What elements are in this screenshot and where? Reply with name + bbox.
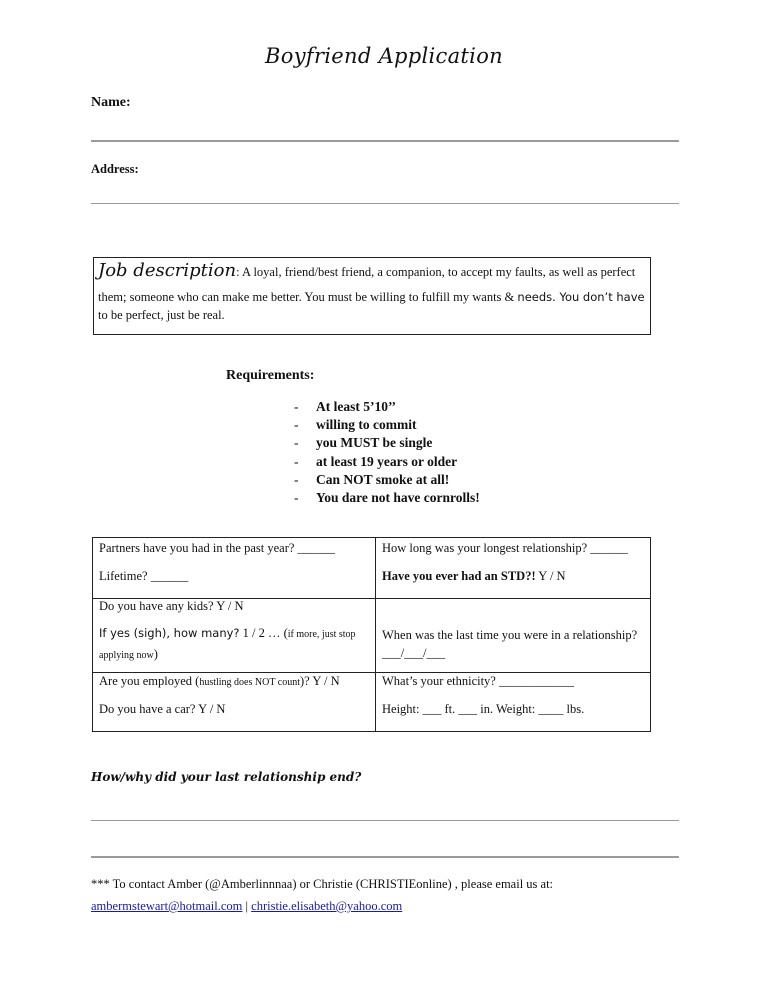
questions-table xyxy=(92,537,651,732)
answer-line-1[interactable] xyxy=(91,820,679,821)
table-cell xyxy=(376,538,651,599)
table-cell xyxy=(93,538,376,599)
job-description-line2-handwritten: needs. You don’t have xyxy=(517,290,645,304)
job-description-box xyxy=(93,257,651,335)
employed-note: hustling does NOT count xyxy=(199,677,300,688)
employed-yn[interactable]: )? Y / N xyxy=(299,674,340,688)
employed-text: Are you employed ( xyxy=(99,674,200,688)
bullet-dash: - xyxy=(294,417,299,433)
kids-question[interactable]: Do you have any kids? Y / N xyxy=(99,599,244,613)
employed-question[interactable] xyxy=(99,674,340,689)
answer-line-2[interactable] xyxy=(91,856,679,858)
job-description-line1: : A loyal, friend/best friend, a companion, to accept my faults, as well as perfect xyxy=(236,265,636,279)
requirement-text: Can NOT smoke at all! xyxy=(316,471,450,487)
if-yes-text: If yes (sigh), how many? xyxy=(99,626,240,640)
email-link-christie[interactable]: christie.elisabeth@yahoo.com xyxy=(251,899,403,913)
if-more-note-text: applying now xyxy=(99,650,154,661)
bullet-dash: - xyxy=(294,435,299,451)
address-line[interactable] xyxy=(91,203,679,204)
std-question[interactable] xyxy=(382,569,566,584)
address-label: Address: xyxy=(91,162,139,176)
if-more-note: if more, just stop xyxy=(287,629,356,640)
if-more-note-continued xyxy=(99,647,158,662)
lifetime-question[interactable]: Lifetime? ______ xyxy=(99,569,189,583)
table-cell xyxy=(376,673,651,732)
closing-paren: ) xyxy=(153,647,158,661)
job-description-line3: to be perfect, just be real. xyxy=(98,308,225,322)
email-link-amber[interactable]: ambermstewart@hotmail.com xyxy=(91,899,243,913)
table-cell xyxy=(93,673,376,732)
requirement-text: you MUST be single xyxy=(316,435,433,451)
bullet-dash: - xyxy=(294,399,299,414)
requirement-text: You dare not have cornrolls! xyxy=(316,489,480,505)
kids-options[interactable]: 1 / 2 … ( xyxy=(239,626,288,640)
last-relationship-end-question: How/why did your last relationship end? xyxy=(91,770,362,784)
job-description-line2: them; someone who can make me better. You must be willing to fulfill my wants & xyxy=(98,290,518,304)
ethnicity-question[interactable]: What’s your ethnicity? ____________ xyxy=(382,674,574,688)
bullet-dash: - xyxy=(294,489,299,505)
page-title: Boyfriend Application xyxy=(265,44,503,68)
contact-text: *** To contact Amber (@Amberlinnnaa) or Christie (CHRISTIEonline) , please email us at: xyxy=(91,877,554,891)
job-description-heading: Job description xyxy=(98,260,237,281)
partners-past-year-question[interactable]: Partners have you had in the past year? ______ xyxy=(99,541,336,555)
car-question[interactable]: Do you have a car? Y / N xyxy=(99,702,226,716)
std-question-text: Have you ever had an STD?! xyxy=(382,569,536,583)
requirement-text: at least 19 years or older xyxy=(316,453,458,469)
table-cell xyxy=(93,599,376,673)
email-separator: | xyxy=(242,899,252,913)
last-relationship-date-blank[interactable]: ___/___/___ xyxy=(382,646,446,660)
requirement-text: At least 5’10’’ xyxy=(316,399,396,414)
kids-how-many-question[interactable] xyxy=(99,626,356,641)
bullet-dash: - xyxy=(294,471,299,487)
name-line[interactable] xyxy=(91,140,679,142)
table-cell xyxy=(376,599,651,673)
longest-relationship-question[interactable]: How long was your longest relationship? ______ xyxy=(382,541,628,555)
requirements-title: Requirements: xyxy=(226,368,315,383)
height-weight-question[interactable]: Height: ___ ft. ___ in. Weight: ____ lbs. xyxy=(382,702,585,716)
requirement-text: willing to commit xyxy=(316,417,417,433)
contact-emails xyxy=(91,899,402,914)
bullet-dash: - xyxy=(294,453,299,469)
std-yn[interactable]: Y / N xyxy=(535,569,566,583)
name-label: Name: xyxy=(91,95,131,110)
last-relationship-question[interactable]: When was the last time you were in a relationship? xyxy=(382,628,638,642)
